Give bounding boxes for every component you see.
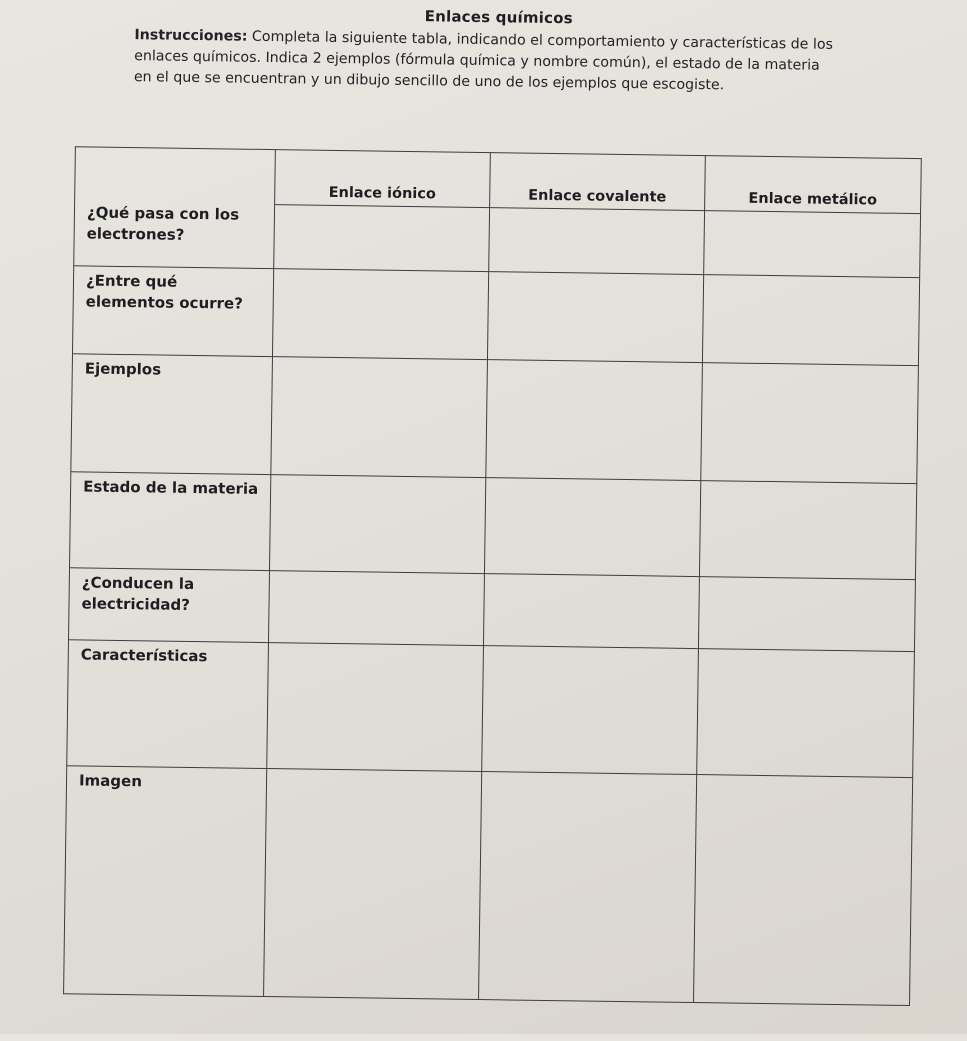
answer-cell-metallic-conductivity[interactable] [698, 577, 915, 652]
table-row [70, 472, 917, 580]
worksheet-title: Enlaces químicos [424, 7, 573, 28]
row-label-image: Imagen [64, 766, 267, 997]
table-row [73, 266, 920, 366]
answer-cell-metallic-state[interactable] [699, 481, 916, 580]
row-label-examples: Ejemplos [71, 354, 273, 475]
answer-cell-ionic-conductivity[interactable] [268, 571, 484, 646]
answer-cell-ionic-characteristics[interactable] [267, 643, 484, 772]
row-label-state: Estado de la materia [70, 472, 271, 571]
instructions-text: Completa la siguiente tabla, indicando el comportamiento y características de los enlaces químicos. Indica 2 ejemplos (fórmula química y nombre común), el estado de la materia en el que se encuentran y un dibujo sencillo de uno de los ejemplos que escogiste. [133, 28, 834, 94]
column-header-covalent: Enlace covalente [490, 153, 706, 211]
table-row [74, 202, 921, 278]
bonds-table [63, 146, 922, 1006]
answer-cell-metallic-elements[interactable] [702, 275, 919, 366]
answer-cell-metallic-examples[interactable] [701, 363, 919, 484]
column-header-ionic: Enlace iónico [275, 150, 491, 208]
instructions-label: Instrucciones: [134, 27, 248, 45]
row-label-elements: ¿Entre qué elementos ocurre? [73, 266, 274, 357]
column-header-metallic: Enlace metálico [705, 156, 922, 214]
row-label-characteristics: Características [67, 640, 269, 769]
answer-cell-metallic-characteristics[interactable] [697, 649, 915, 778]
answer-cell-metallic-image[interactable] [694, 775, 913, 1006]
answer-cell-ionic-electrons[interactable] [274, 205, 490, 272]
answer-cell-covalent-conductivity[interactable] [483, 574, 699, 649]
answer-cell-ionic-image[interactable] [264, 769, 482, 1000]
table-row [64, 766, 913, 1006]
answer-cell-covalent-image[interactable] [479, 772, 697, 1003]
header-corner-cell [75, 147, 276, 205]
answer-cell-covalent-state[interactable] [484, 478, 700, 577]
answer-cell-ionic-elements[interactable] [272, 269, 488, 360]
table-row [67, 640, 915, 778]
answer-cell-ionic-state[interactable] [269, 475, 485, 574]
row-label-conductivity: ¿Conducen la electricidad? [69, 568, 270, 643]
table-row [69, 568, 916, 652]
answer-cell-covalent-examples[interactable] [486, 360, 703, 481]
table-row [71, 354, 919, 484]
answer-cell-ionic-examples[interactable] [271, 357, 488, 478]
answer-cell-metallic-electrons[interactable] [704, 211, 921, 278]
row-label-electrons: ¿Qué pasa con los electrones? [74, 202, 275, 269]
instructions-paragraph [134, 25, 835, 98]
answer-cell-covalent-electrons[interactable] [489, 208, 705, 275]
answer-cell-covalent-elements[interactable] [487, 272, 703, 363]
answer-cell-covalent-characteristics[interactable] [482, 646, 699, 775]
